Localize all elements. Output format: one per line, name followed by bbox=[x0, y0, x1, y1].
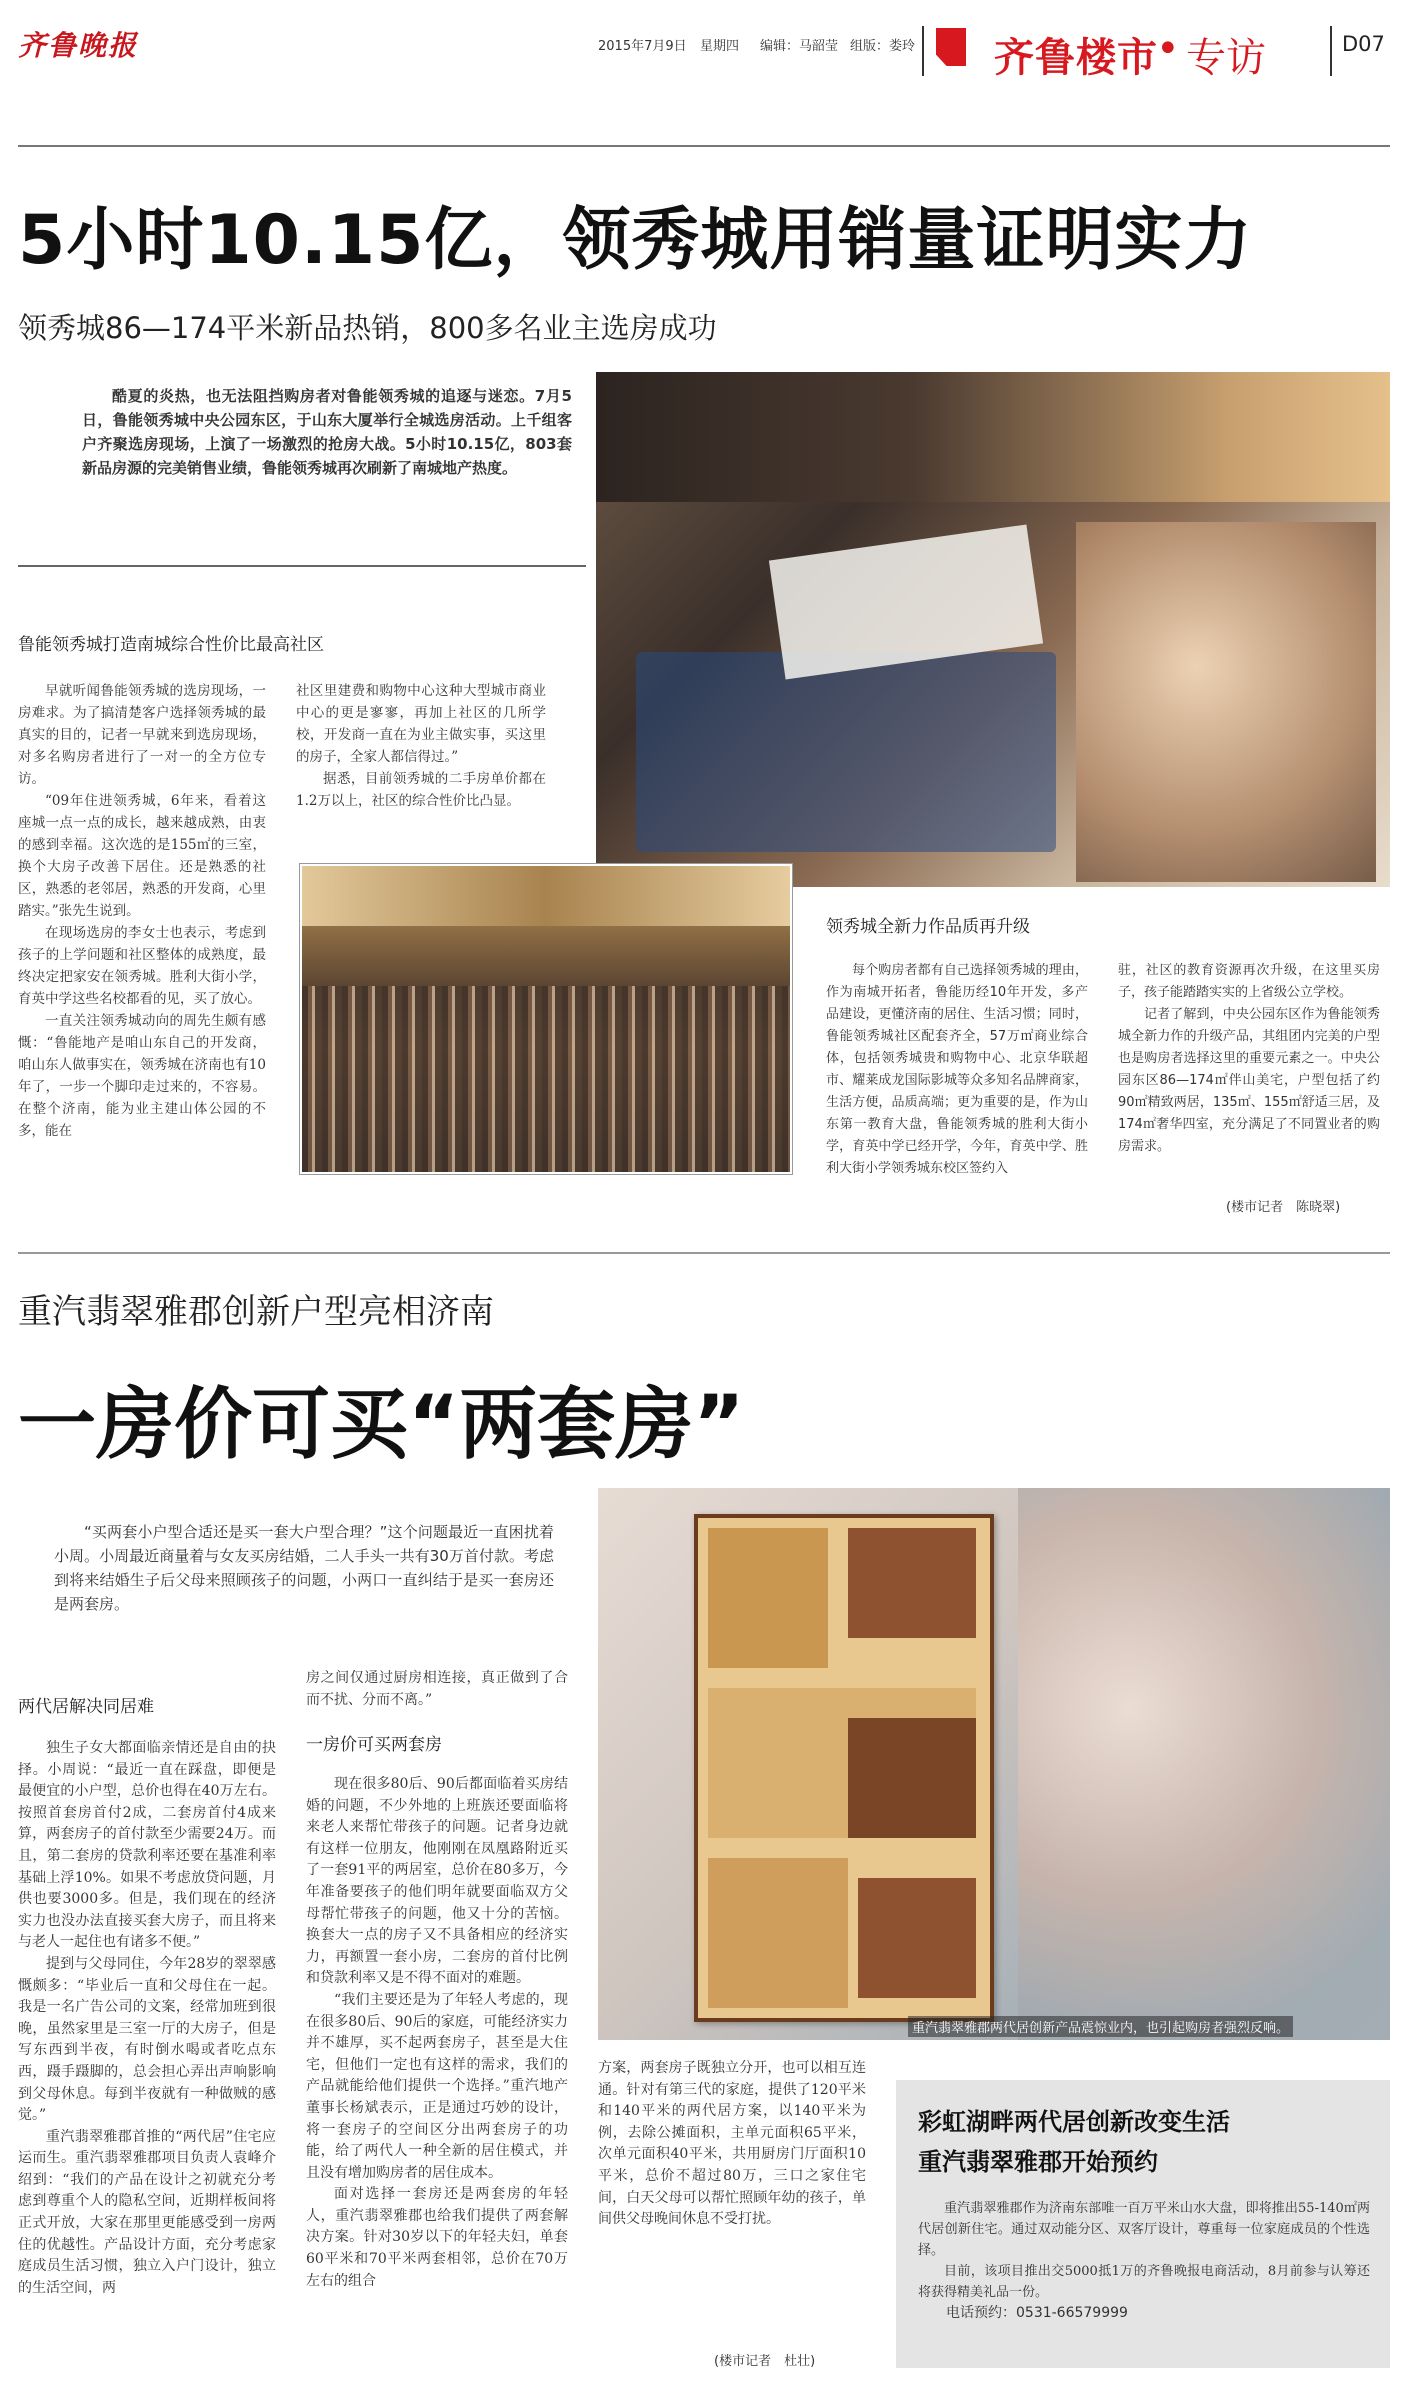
lead-rule bbox=[18, 565, 586, 567]
article2-kicker: 重汽翡翠雅郡创新户型亮相济南 bbox=[18, 1292, 494, 1332]
paragraph: 一直关注领秀城动向的周先生颇有感慨：“鲁能地产是咱山东自己的开发商，咱山东人做事实在，领秀城在济南也有10年了，一步一个脚印走过来的，不容易。在整个济南，能为业主建山体公园的不多，能在 bbox=[18, 1013, 266, 1139]
article1-col4 bbox=[1118, 960, 1380, 1158]
paragraph: 面对选择一套房还是两套房的年轻人，重汽翡翠雅郡也给我们提供了两套解决方案。针对30岁以下的年轻夫妇，单套60平米和70平米两套相邻，总价在70万左右的组合 bbox=[306, 2186, 568, 2289]
paragraph: 方案，两套房子既独立分开，也可以相互连通。针对有第三代的家庭，提供了120平米和140平米的两代居方案，以140平米为例，去除公摊面积，主单元面积65平米，次单元面积40平米，共用厨房门厅面积10平米，总价不超过80万，三口之家住宅间，白天父母可以帮忙照顾年幼的孩子，单间供父母晚间休息不受打扰。 bbox=[598, 2060, 866, 2228]
paragraph: “09年住进领秀城，6年来，看着这座城一点一点的成长，越来越成熟，由衷的感到幸福。这次选的是155㎡的三室，换个大房子改善下居住。还是熟悉的社区，熟悉的老邻居，熟悉的开发商，心里踏实。”张先生说到。 bbox=[18, 793, 266, 919]
article1-main-photo bbox=[596, 372, 1390, 887]
sidebar-title-line1: 彩虹湖畔两代居创新改变生活 bbox=[918, 2108, 1230, 2136]
article1-subheadline: 领秀城86—174平米新品热销，800多名业主选房成功 bbox=[18, 311, 717, 345]
article1-col3 bbox=[826, 960, 1088, 1180]
issue-weekday: 星期四 bbox=[700, 39, 740, 54]
article1-byline: (楼市记者 陈晓翠) bbox=[1226, 1200, 1341, 1215]
promo-sidebar bbox=[896, 2080, 1390, 2368]
paragraph: 重汽翡翠雅郡作为济南东部唯一百万平米山水大盘，即将推出55-140㎡两代居创新住宅。通过双动能分区、双客厅设计，尊重每一位家庭成员的个性选择。 bbox=[918, 2201, 1370, 2258]
paragraph: 独生子女大都面临亲情还是自由的抉择。小周说：“最近一直在踩盘，即便是最便宜的小户型，总价也得在40万左右。按照首套房首付2成，二套房首付4成来算，两套房子的首付款至少需要24万。而且，第二套房的贷款利率还要在基准利率基础上浮10%。如果不考虑放贷问题，月供也要3000多。但是，我们现在的经济实力也没办法直接买套大房子，而且将来与老人一起住也有诸多不便。” bbox=[18, 1740, 276, 1951]
paragraph: 记者了解到，中央公园东区作为鲁能领秀城全新力作的升级产品，其组团内完美的户型也是购房者选择这里的重要元素之一。中央公园东区86—174㎡伴山美宅，户型包括了约90㎡精致两居，135㎡、155㎡舒适三居，及174㎡奢华四室，充分满足了不同置业者的购房需求。 bbox=[1118, 1007, 1380, 1154]
sidebar-phone: 电话预约：0531-66579999 bbox=[946, 2305, 1128, 2321]
article2-section2-title: 一房价可买两套房 bbox=[306, 1735, 442, 1755]
designer-credit: 组版：娄玲 bbox=[850, 39, 916, 54]
paper-logo: 齐鲁晚报 bbox=[18, 29, 139, 62]
header-divider bbox=[922, 26, 924, 76]
article2-floorplan-photo bbox=[598, 1488, 1390, 2040]
masthead-rule bbox=[18, 145, 1390, 147]
sidebar-title-line2: 重汽翡翠雅郡开始预约 bbox=[918, 2148, 1158, 2176]
article2-col2 bbox=[306, 1774, 568, 2292]
article1-section2-title: 领秀城全新力作品质再升级 bbox=[826, 917, 1030, 937]
article1-col2 bbox=[296, 680, 546, 812]
intro-text: “买两套小户型合适还是买一套大户型合理？”这个问题最近一直困扰着小周。小周最近商量着与女友买房结婚，二人手头一共有30万首付款。考虑到将来结婚生子后父母来照顾孩子的问题，小两口一直纠结于是买一套房还是两套房。 bbox=[54, 1523, 554, 1613]
article-divider bbox=[18, 1252, 1390, 1254]
paragraph: 据悉，目前领秀城的二手房单价都在1.2万以上，社区的综合性价比凸显。 bbox=[296, 771, 546, 809]
editor-credit: 编辑：马韶莹 bbox=[760, 39, 839, 54]
article1-headline: 5小时10.15亿，领秀城用销量证明实力 bbox=[18, 201, 1253, 280]
article2-col1 bbox=[18, 1738, 276, 2299]
paragraph: “我们主要还是为了年轻人考虑的，现在很多80后、90后的家庭，可能经济实力并不雄厚，买不起两套房子，甚至是大住宅，但他们一定也有这样的需求，我们的产品就能给他们提供一个选择。”重汽地产董事长杨斌表示，正是通过巧妙的设计，将一套房子的空间区分出两套房子的功能，给了两代人一种全新的居住模式，并且没有增加购房者的居住成本。 bbox=[306, 1991, 568, 2181]
page-number: D07 bbox=[1342, 32, 1385, 56]
issue-date: 2015年7月9日 bbox=[598, 39, 687, 54]
lead-text: 酷夏的炎热，也无法阻挡购房者对鲁能领秀城的追逐与迷恋。7月5日，鲁能领秀城中央公园东区，于山东大厦举行全城选房活动。上千组客户齐聚选房现场，上演了一场激烈的抢房大战。5小时10.15亿，803套新品房源的完美销售业绩，鲁能领秀城再次刷新了南城地产热度。 bbox=[82, 387, 572, 477]
photo-caption: 重汽翡翠雅郡两代居创新产品震惊业内，也引起购房者强烈反响。 bbox=[908, 2016, 1293, 2037]
page-divider bbox=[1330, 26, 1332, 76]
article2-col2-top bbox=[306, 1668, 568, 1711]
paragraph: 重汽翡翠雅郡首推的“两代居”住宅应运而生。重汽翡翠雅郡项目负责人袁峰介绍到：“我们的产品在设计之初就充分考虑到尊重个人的隐私空间，近期样板间将正式开放，大家在那里更能感受到一房两住的优越性。产品设计方面，充分考虑家庭成员生活习惯，独立入户门设计，独立的生活空间，两 bbox=[18, 2128, 276, 2296]
paragraph: 驻，社区的教育资源再次升级，在这里买房子，孩子能踏踏实实的上省级公立学校。 bbox=[1118, 963, 1380, 1000]
paragraph: 社区里建费和购物中心这种大型城市商业中心的更是寥寥，再加上社区的几所学校，开发商一直在为业主做实事，买这里的房子，全家人都信得过。” bbox=[296, 683, 546, 765]
article1-hall-photo bbox=[300, 864, 792, 1174]
paragraph: 提到与父母同住，今年28岁的翠翠感慨颇多：“毕业后一直和父母住在一起。我是一名广告公司的文案，经常加班到很晚，虽然家里是三室一厅的大房子，但是写东西到半夜，有时倒水喝或者吃点东西，蹑手蹑脚的，总会担心弄出声响影响到父母休息。每到半夜就有一种做贼的感觉。” bbox=[18, 1955, 276, 2124]
paragraph: 早就听闻鲁能领秀城的选房现场，一房难求。为了搞清楚客户选择领秀城的最真实的目的，记者一早就来到选房现场，对多名购房者进行了一对一的全方位专访。 bbox=[18, 683, 266, 787]
paragraph: 现在很多80后、90后都面临着买房结婚的问题，不少外地的上班族还要面临将来老人来帮忙带孩子的问题。记者身边就有这样一位朋友，他刚刚在凤凰路附近买了一套91平的两居室，总价在80多万，今年准备要孩子的他们明年就要面临双方父母帮忙带孩子的问题，他又十分的苦恼。换套大一点的房子又不具备相应的经济实力，再额置一套小房，二套房的首付比例和贷款利率又是不得不面对的难题。 bbox=[306, 1776, 568, 1987]
paragraph: 目前，该项目推出交5000抵1万的齐鲁晚报电商活动，8月前参与认筹还将获得精美礼品一份。 bbox=[918, 2264, 1370, 2300]
article2-byline: (楼市记者 杜壮) bbox=[714, 2354, 816, 2369]
section-name: 齐鲁楼市 bbox=[994, 35, 1158, 81]
article1-col1 bbox=[18, 680, 266, 1142]
article2-headline: 一房价可买“两套房” bbox=[18, 1380, 745, 1470]
paragraph: 每个购房者都有自己选择领秀城的理由，作为南城开拓者，鲁能历经10年开发，多产品建设，更懂济南的居住、生活习惯；同时，鲁能领秀城社区配套齐全，57万㎡商业综合体，包括领秀城贵和购物中心、北京华联超市、耀莱成龙国际影城等众多知名品牌商家，生活方便，品质高端；更为重要的是，作为山东第一教育大盘，鲁能领秀城的胜利大街小学，育英中学已经开学，今年，育英中学、胜利大街小学领秀城东校区签约入 bbox=[826, 963, 1088, 1176]
paragraph: 在现场选房的李女士也表示，考虑到孩子的上学问题和社区整体的成熟度，最终决定把家安在领秀城。胜利大街小学，育英中学这些名校都看的见，买了放心。 bbox=[18, 925, 266, 1007]
article1-lead bbox=[82, 384, 572, 480]
sidebar-body bbox=[918, 2198, 1370, 2324]
article2-col3 bbox=[598, 2058, 866, 2231]
section-dot: • bbox=[1156, 26, 1180, 72]
article1-section1-title: 鲁能领秀城打造南城综合性价比最高社区 bbox=[18, 635, 324, 655]
column-name: 专访 bbox=[1186, 35, 1266, 81]
article2-intro bbox=[54, 1520, 554, 1616]
masthead bbox=[0, 0, 1409, 80]
section-flag-icon bbox=[936, 28, 966, 66]
article2-section1-title: 两代居解决同居难 bbox=[18, 1697, 154, 1717]
floorplan-drawing bbox=[694, 1514, 994, 2022]
paragraph: 房之间仅通过厨房相连接，真正做到了合而不扰、分而不离。” bbox=[306, 1670, 568, 1708]
